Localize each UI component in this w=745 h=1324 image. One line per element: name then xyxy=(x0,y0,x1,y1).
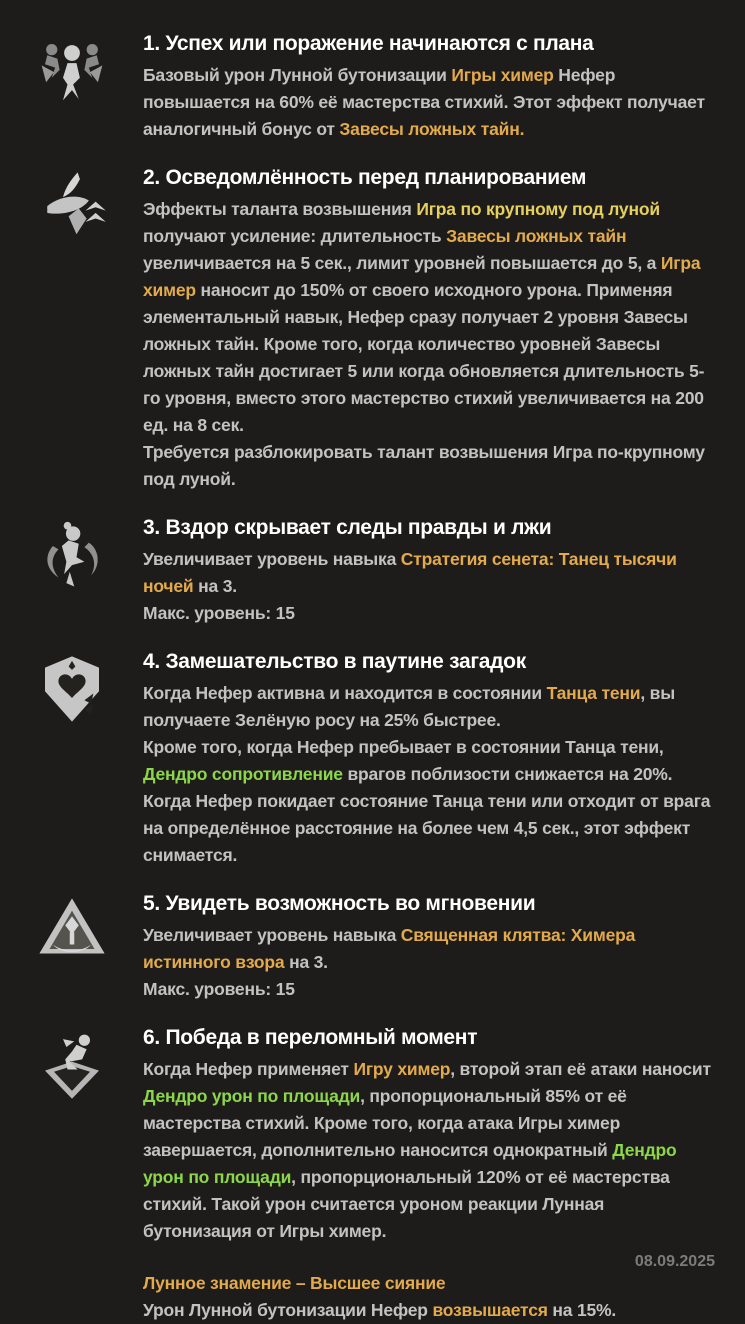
constellation-6 xyxy=(0,1024,711,1324)
body-text: Урон Лунной бутонизации Нефер xyxy=(143,1300,433,1320)
body-text: наносит до 150% от своего исходного урона. Применяя элементальный навык, Нефер сразу получает 2 уровня Завесы ложных тайн. Кроме того, когда количество уровней Завесы ложных тайн достигает 5 или когда обновляется длительность 5-го уровня, вместо этого мастерство стихий увеличивается на 200 ед. на 8 сек. xyxy=(143,280,705,435)
constellation-5-icon-column xyxy=(0,890,143,1003)
paragraph xyxy=(143,600,711,627)
three-dancers-icon xyxy=(36,35,108,107)
body-text: получают усиление: длительность xyxy=(143,226,447,246)
highlight-gold-term: Стратегия сенета: Танец тысячи ночей xyxy=(143,549,677,596)
paragraph xyxy=(143,788,711,869)
highlight-gold-term: Танца тени xyxy=(546,683,641,703)
constellation-2-content xyxy=(143,164,711,493)
constellation-3-title: 3. Вздор скрывает следы правды и лжи xyxy=(143,516,552,539)
highlight-green-term: Дендро сопротивление xyxy=(143,764,343,784)
body-text: Базовый урон Лунной бутонизации xyxy=(143,65,452,85)
constellation-1-icon-column xyxy=(0,30,143,143)
body-text: Увеличивает уровень навыка xyxy=(143,925,401,945)
constellation-1-description xyxy=(143,62,711,143)
highlight-yellow-term: Игра по крупному под луной xyxy=(416,199,660,219)
constellation-3-content xyxy=(143,514,711,627)
highlight-gold-term: Игры химер xyxy=(451,65,554,85)
constellation-2-title: 2. Осведомлённость перед планированием xyxy=(143,166,587,189)
body-text: Макс. уровень: 15 xyxy=(143,603,295,623)
constellation-6-description xyxy=(143,1056,711,1324)
body-text: , второй этап её атаки наносит xyxy=(450,1059,711,1079)
paragraph xyxy=(143,734,711,788)
constellation-2 xyxy=(0,164,711,493)
body-text: на 3. xyxy=(193,576,237,596)
constellation-6-icon-column xyxy=(0,1024,143,1324)
body-text: Макс. уровень: 15 xyxy=(143,979,295,999)
leaping-figure-icon xyxy=(36,1029,108,1101)
constellation-2-icon-column xyxy=(0,164,143,493)
pyramid-sigil-icon xyxy=(36,895,108,967)
highlight-gold-term: Завесы ложных тайн xyxy=(446,226,627,246)
paragraph xyxy=(143,1056,711,1245)
paragraph xyxy=(143,196,711,439)
paragraph xyxy=(143,680,711,734)
constellation-5-content xyxy=(143,890,711,1003)
body-text: Когда Нефер применяет xyxy=(143,1059,354,1079)
highlight-gold-term: Игру химер xyxy=(353,1059,451,1079)
constellation-1-title: 1. Успех или поражение начинаются с плана xyxy=(143,32,594,55)
highlight-gold-term: возвышается xyxy=(432,1300,548,1320)
constellation-3-icon-column xyxy=(0,514,143,627)
shield-heart-icon xyxy=(36,653,108,725)
body-text: Нефер повышается на 60% её мастерства стихий. Этот эффект получает аналогичный бонус от xyxy=(143,65,705,139)
highlight-green-term: Дендро урон по площади xyxy=(143,1086,361,1106)
body-text: увеличивается на 5 сек., лимит уровней повышается до 5, а xyxy=(143,253,661,273)
body-text: , пропорциональный 120% от её мастерства стихий. Такой урон считается уроном реакции Лунная бутонизация от Игры химер. xyxy=(143,1167,670,1241)
body-text: на 15%. xyxy=(547,1300,617,1320)
paragraph xyxy=(143,976,711,1003)
constellation-1 xyxy=(0,30,711,143)
constellation-4-content xyxy=(143,648,711,869)
body-text: Увеличивает уровень навыка xyxy=(143,549,401,569)
highlight-gold-term: Лунное знамение – Высшее сияние xyxy=(143,1273,446,1293)
constellation-1-content xyxy=(143,30,711,143)
constellation-3 xyxy=(0,514,711,627)
dancer-swirl-icon xyxy=(36,519,108,591)
paragraph xyxy=(143,1297,711,1324)
constellation-5-title: 5. Увидеть возможность во мгновении xyxy=(143,892,536,915)
highlight-gold-term: Священная клятва: Химера истинного взора xyxy=(143,925,636,972)
highlight-green-term: Дендро урон по площади xyxy=(143,1140,677,1187)
constellation-2-description xyxy=(143,196,711,493)
paragraph xyxy=(143,546,711,600)
highlight-gold-term: Завесы ложных тайн. xyxy=(339,119,525,139)
body-text: Требуется разблокировать талант возвышения Игра по-крупному под луной. xyxy=(143,442,705,489)
body-text: врагов поблизости снижается на 20%. xyxy=(342,764,673,784)
constellation-3-description xyxy=(143,546,711,627)
paragraph xyxy=(143,922,711,976)
paragraph xyxy=(143,62,711,143)
date-stamp: 08.09.2025 xyxy=(634,1253,715,1270)
body-text: Кроме того, когда Нефер пребывает в состоянии Танца тени, xyxy=(143,737,664,757)
scarf-chevrons-icon xyxy=(36,169,108,241)
constellation-6-content xyxy=(143,1024,711,1324)
paragraph xyxy=(143,439,711,493)
constellation-5 xyxy=(0,890,711,1003)
constellation-5-description xyxy=(143,922,711,1003)
constellation-4 xyxy=(0,648,711,869)
constellation-6-title: 6. Победа в переломный момент xyxy=(143,1026,478,1049)
body-text: Эффекты таланта возвышения xyxy=(143,199,417,219)
constellation-4-icon-column xyxy=(0,648,143,869)
body-text: на 3. xyxy=(284,952,328,972)
highlight-gold-term: Игра химер xyxy=(143,253,701,300)
body-text: Когда Нефер активна и находится в состоянии xyxy=(143,683,547,703)
constellation-4-title: 4. Замешательство в паутине загадок xyxy=(143,650,526,673)
body-text: , вы получаете Зелёную росу на 25% быстрее. xyxy=(143,683,675,730)
body-text: Когда Нефер покидает состояние Танца тени или отходит от врага на определённое расстояние на более чем 4,5 сек., этот эффект снимается. xyxy=(143,791,711,865)
body-text: , пропорциональный 85% от её мастерства стихий. Кроме того, когда атака Игры химер завершается, дополнительно наносится однократный xyxy=(143,1086,627,1160)
paragraph xyxy=(143,1270,711,1297)
constellation-4-description xyxy=(143,680,711,869)
